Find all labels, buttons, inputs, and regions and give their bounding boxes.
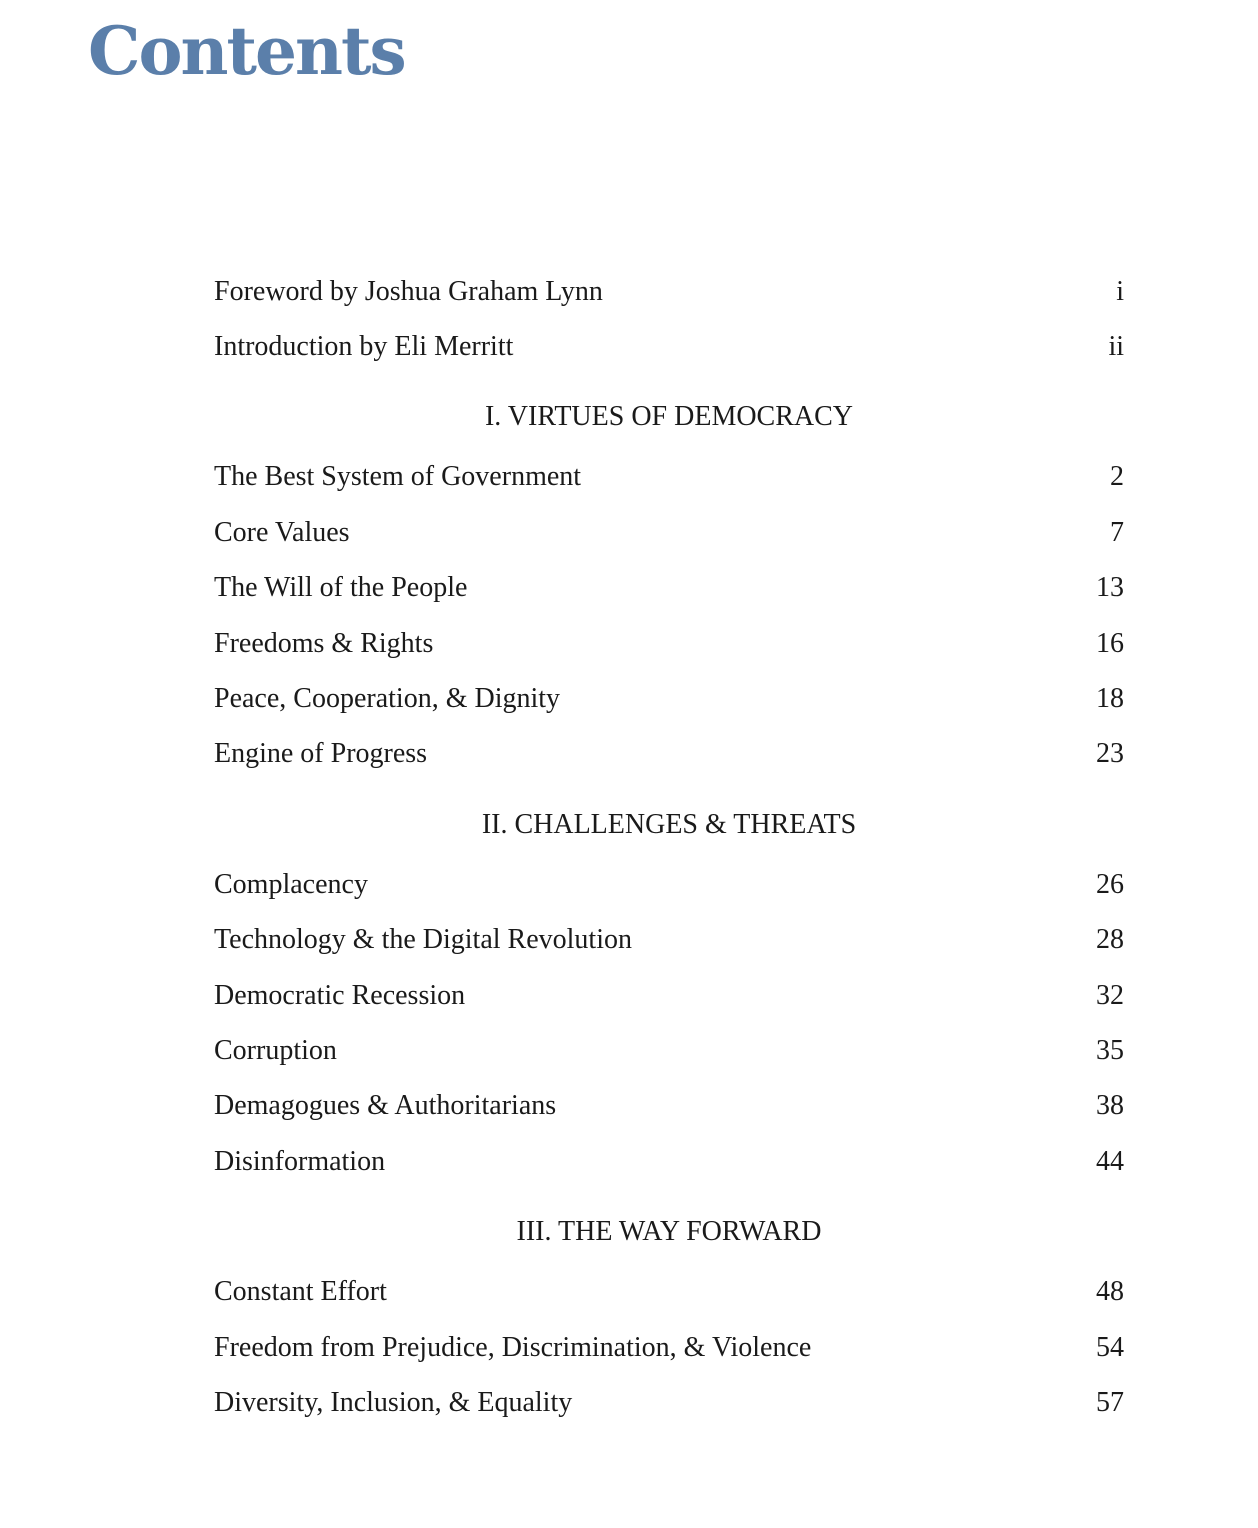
toc-entry[interactable] [214,1134,1124,1189]
toc-entry-label: Foreword by Joshua Graham Lynn [214,275,603,307]
toc-entry-page: 32 [1096,979,1124,1011]
toc-entry-page: 35 [1096,1034,1124,1066]
toc-entry[interactable] [214,1375,1124,1430]
toc-entry-page: ii [1108,331,1124,363]
toc-entry-label: The Best System of Government [214,461,582,493]
toc-entry-label: Disinformation [214,1145,386,1177]
toc-entry-page: 7 [1110,516,1124,548]
toc-entry-page: 38 [1096,1090,1124,1122]
toc-entry[interactable] [214,1264,1124,1319]
table-of-contents [214,264,1124,1431]
toc-entry-page: 23 [1096,738,1124,770]
toc-entry-page: 26 [1096,868,1124,900]
toc-entry[interactable] [214,450,1124,505]
toc-entry-label: Demagogues & Authoritarians [214,1090,557,1122]
section-heading: III. THE WAY FORWARD [516,1215,822,1247]
page-title: Contents [88,12,405,90]
toc-entry-page: 28 [1096,924,1124,956]
toc-entry-label: Freedoms & Rights [214,627,434,659]
toc-entry-label: Technology & the Digital Revolution [214,924,632,956]
toc-entry-label: Democratic Recession [214,979,466,1011]
toc-entry-label: Introduction by Eli Merritt [214,331,514,363]
toc-entry[interactable] [214,319,1124,374]
toc-entry-label: Diversity, Inclusion, & Equality [214,1386,573,1418]
toc-entry-page: 54 [1096,1331,1124,1363]
toc-entry[interactable] [214,1320,1124,1375]
toc-entry[interactable] [214,1023,1124,1078]
toc-entry[interactable] [214,727,1124,782]
toc-entry-label: Constant Effort [214,1276,387,1308]
toc-entry-page: 44 [1096,1145,1124,1177]
toc-entry[interactable] [214,968,1124,1023]
toc-entry-page: 16 [1096,627,1124,659]
toc-entry-page: 2 [1110,461,1124,493]
toc-entry[interactable] [214,1079,1124,1134]
section-heading: II. CHALLENGES & THREATS [481,808,857,840]
toc-entry[interactable] [214,857,1124,912]
toc-entry[interactable] [214,913,1124,968]
toc-entry[interactable] [214,561,1124,616]
toc-entry-label: Corruption [214,1034,337,1066]
toc-entry-label: Core Values [214,516,350,548]
toc-entry-label: Engine of Progress [214,738,428,770]
toc-entry-page: 57 [1096,1386,1124,1418]
toc-entry-label: Complacency [214,868,368,900]
toc-entry-label: Peace, Cooperation, & Dignity [214,683,561,715]
toc-entry-label: Freedom from Prejudice, Discrimination, & Violence [214,1331,812,1363]
toc-entry[interactable] [214,671,1124,726]
toc-entry-page: i [1116,275,1124,307]
toc-entry[interactable] [214,505,1124,560]
section-heading: I. VIRTUES OF DEMOCRACY [484,401,854,433]
toc-entry[interactable] [214,264,1124,319]
toc-entry-page: 13 [1096,572,1124,604]
toc-entry-page: 48 [1096,1276,1124,1308]
toc-entry-label: The Will of the People [214,572,468,604]
toc-entry[interactable] [214,616,1124,671]
toc-entry-page: 18 [1096,683,1124,715]
